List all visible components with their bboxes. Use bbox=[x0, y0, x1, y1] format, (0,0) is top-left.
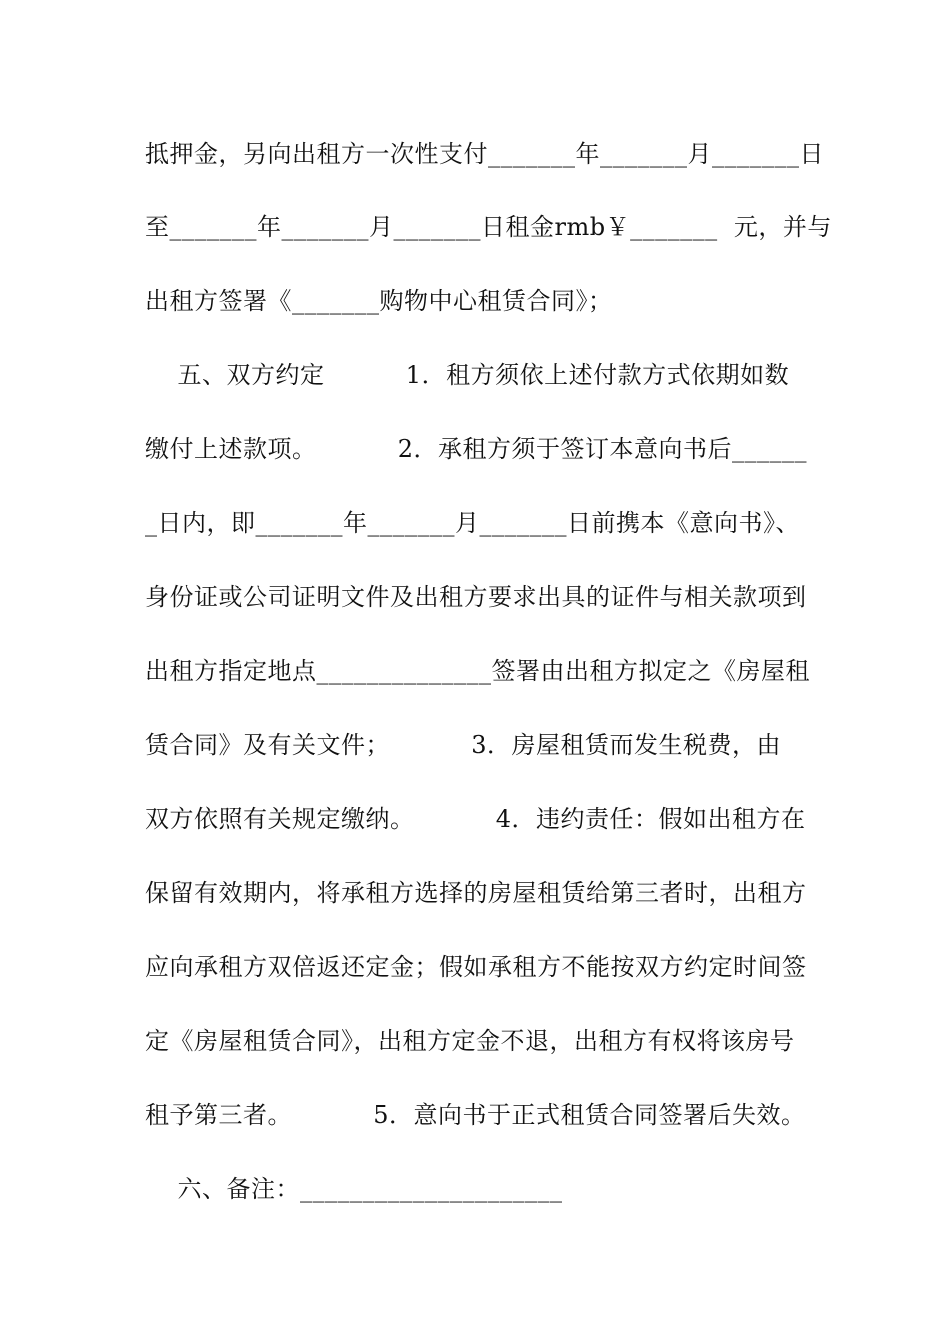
text-line: 出租方签署《_______购物中心租赁合同》； bbox=[145, 287, 613, 315]
text-line: 缴付上述款项。 2．承租方须于签订本意向书后______ bbox=[145, 435, 808, 463]
text-line: 至_______年_______月_______日租金rmb￥_______ 元，并与 bbox=[145, 213, 832, 241]
text-line: 双方依照有关规定缴纳。 4．违约责任：假如出租方在 bbox=[145, 805, 806, 833]
text-line: 赁合同》及有关文件； 3．房屋租赁而发生税费，由 bbox=[145, 731, 782, 759]
text-line: _日内，即_______年_______月_______日前携本《意向书》、 bbox=[145, 509, 800, 537]
text-line: 身份证或公司证明文件及出租方要求出具的证件与相关款项到 bbox=[145, 583, 807, 611]
text-line: 应向承租方双倍返还定金；假如承租方不能按双方约定时间签 bbox=[145, 953, 807, 981]
text-line: 出租方指定地点______________签署由出租方拟定之《房屋租 bbox=[145, 657, 810, 685]
section-heading-line: 五、双方约定 1．租方须依上述付款方式依期如数 bbox=[145, 361, 790, 389]
text-line: 定《房屋租赁合同》，出租方定金不退，出租方有权将该房号 bbox=[145, 1027, 795, 1055]
text-line: 保留有效期内，将承租方选择的房屋租赁给第三者时，出租方 bbox=[145, 879, 807, 907]
text-line: 抵押金，另向出租方一次性支付_______年_______月_______日 bbox=[145, 140, 824, 168]
section-heading-line: 六、备注：_____________________ bbox=[145, 1175, 563, 1203]
text-line: 租予第三者。 5．意向书于正式租赁合同签署后失效。 bbox=[145, 1101, 806, 1129]
